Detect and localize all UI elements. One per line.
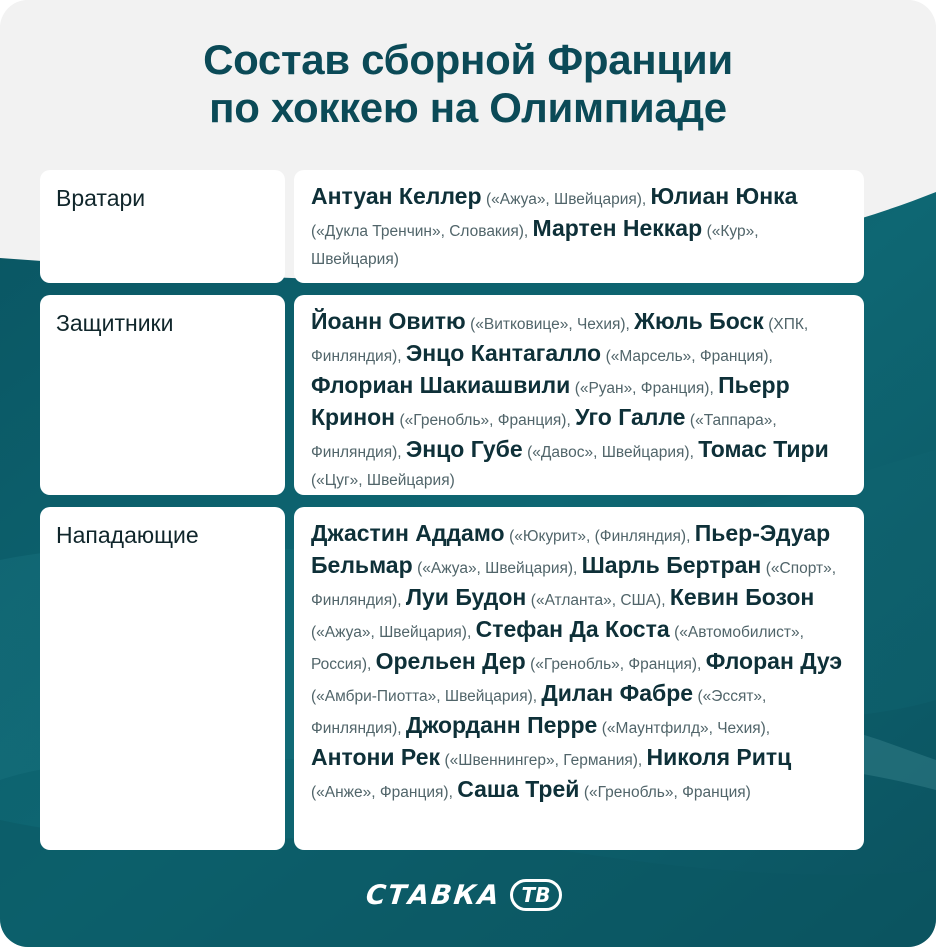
player-club: («Атланта», США),: [530, 592, 670, 609]
player-club: («Автомобилист», Россия),: [311, 624, 804, 673]
section-label-forwards: Нападающие: [56, 522, 199, 548]
player-club: («Ажуа», Швейцария),: [417, 560, 582, 577]
player-name: Томас Тири: [698, 436, 829, 462]
defenders-list-card: [294, 295, 864, 495]
defenders-label-card: [40, 295, 285, 495]
player-club: («Маунтфилд», Чехия),: [601, 720, 771, 737]
player-name: Мартен Неккар: [532, 215, 703, 241]
player-club: («Эссят», Финляндия),: [311, 688, 767, 737]
player-name: Кевин Бозон: [669, 584, 815, 610]
defenders-list: [311, 307, 850, 495]
player-club: («Руан», Франция),: [574, 380, 719, 397]
player-name: Энцо Губе: [405, 436, 523, 462]
player-club: («Витковице», Чехия),: [470, 316, 635, 333]
player-name: Пьерр Кринон: [311, 372, 790, 430]
player-name: Жюль Боск: [634, 308, 764, 334]
player-club: («Анже», Франция),: [311, 784, 458, 801]
title-line-1: Состав сборной Франции: [203, 36, 733, 83]
stavka-tv-logo: [360, 874, 575, 922]
goalkeepers-list: [311, 182, 850, 274]
logo-badge: ТВ: [510, 879, 562, 911]
player-name: Дилан Фабре: [541, 680, 694, 706]
player-name: Орельен Дер: [375, 648, 526, 674]
page-title: [0, 36, 936, 132]
player-name: Саша Трей: [457, 776, 580, 802]
player-club: («Таппара», Финляндия),: [311, 412, 777, 461]
player-club: («Спорт», Финляндия),: [311, 560, 837, 609]
player-club: («Швеннингер», Германия),: [444, 752, 647, 769]
player-name: Флоран Дуэ: [705, 648, 843, 674]
section-label-goalkeepers: Вратари: [56, 185, 146, 211]
forwards-list: [311, 519, 850, 807]
goalkeepers-list-card: [294, 170, 864, 283]
player-name: Флориан Шакиашвили: [311, 372, 571, 398]
player-club: («Давос», Швейцария),: [527, 444, 699, 461]
player-name: Джастин Аддамо: [311, 520, 505, 546]
player-name: Уго Галле: [575, 404, 686, 430]
player-club: («Гренобль», Франция): [583, 784, 751, 801]
player-name: Антони Рек: [311, 744, 441, 770]
player-name: Энцо Кантагалло: [405, 340, 602, 366]
player-club: («Ажуа», Швейцария),: [485, 191, 651, 208]
player-club: («Кур», Швейцария): [311, 223, 759, 268]
player-name: Йоанн Овитю: [311, 308, 466, 334]
player-club: («Гренобль», Франция),: [530, 656, 706, 673]
forwards-label-card: [40, 507, 285, 850]
player-name: Пьер-Эдуар Бельмар: [311, 520, 831, 578]
player-name: Антуан Келлер: [311, 183, 482, 209]
player-name: Джорданн Перре: [405, 712, 598, 738]
player-club: («Юкурит», (Финляндия),: [509, 528, 695, 545]
title-line-2: по хоккею на Олимпиаде: [209, 84, 727, 131]
player-club: («Гренобль», Франция),: [399, 412, 576, 429]
player-name: Луи Будон: [405, 584, 527, 610]
forwards-list-card: [294, 507, 864, 850]
player-name: Шарль Бертран: [581, 552, 762, 578]
player-club: («Ажуа», Швейцария),: [311, 624, 476, 641]
player-name: Юлиан Юнка: [650, 183, 798, 209]
player-club: («Амбри-Пиотта», Швейцария),: [311, 688, 542, 705]
player-name: Николя Ритц: [646, 744, 792, 770]
goalkeepers-label-card: [40, 170, 285, 283]
player-club: («Цуг», Швейцария): [311, 472, 455, 489]
logo-word: СТАВКА: [364, 880, 503, 911]
player-club: («Дукла Тренчин», Словакия),: [311, 223, 533, 240]
section-label-defenders: Защитники: [56, 310, 174, 336]
player-club: («Марсель», Франция),: [605, 348, 773, 365]
player-club: (ХПК, Финляндия),: [311, 316, 809, 365]
player-name: Стефан Да Коста: [475, 616, 670, 642]
